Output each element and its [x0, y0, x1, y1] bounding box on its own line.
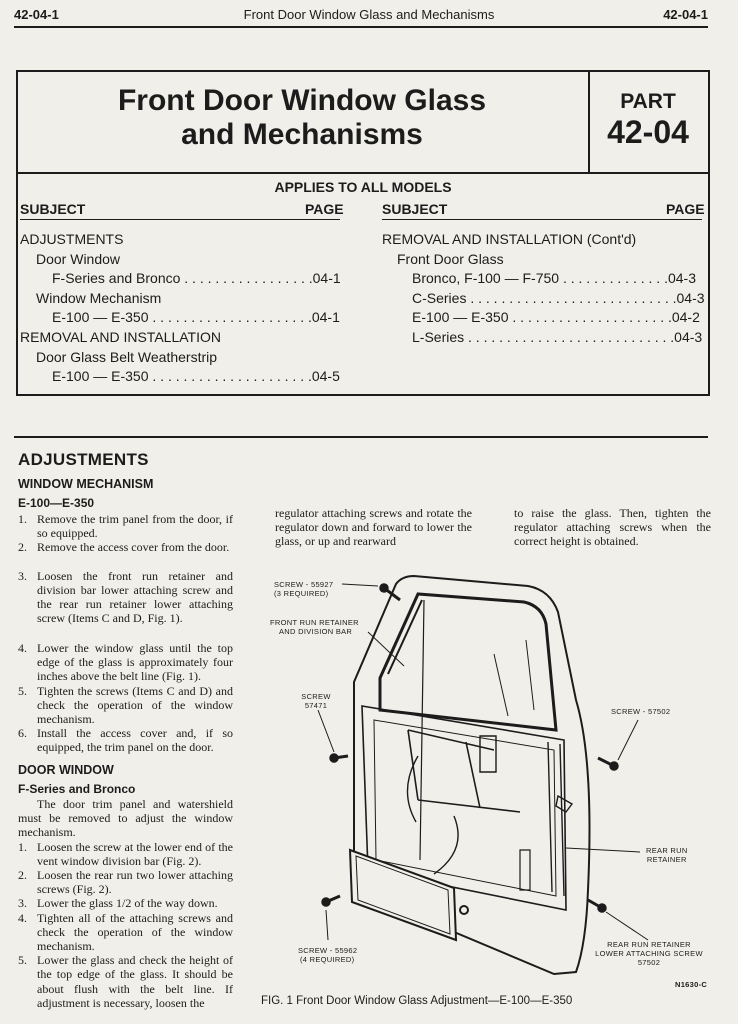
step-number: 4.	[18, 910, 27, 925]
part-number: 42-04	[607, 114, 689, 150]
step-item	[18, 840, 233, 868]
callout-line: RETAINER	[646, 855, 687, 864]
callout-line: SCREW	[301, 692, 331, 701]
toc-entry[interactable]: E-100 — E-350 . . . . . . . . . . . . . . . . . . . . .04-1	[52, 309, 340, 326]
applies-to-all-models: APPLIES TO ALL MODELS	[274, 179, 452, 195]
section-rule	[14, 436, 708, 438]
callout-screw-55962	[298, 946, 357, 964]
callout-line: AND DIVISION BAR	[279, 627, 353, 636]
callout-line: REAR RUN	[646, 846, 688, 855]
leader-line	[342, 584, 378, 586]
toc-header-rule-right	[382, 219, 702, 220]
step-number: 4.	[18, 641, 27, 655]
subsection-heading-door-window: DOOR WINDOW	[18, 763, 114, 777]
model-heading-f-series-bronco: F-Series and Bronco	[18, 782, 136, 796]
callout-screw-55927	[274, 580, 333, 598]
toc-page-header-left: PAGE	[305, 201, 344, 217]
window-frame	[380, 594, 556, 730]
toc-entry[interactable]: F-Series and Bronco . . . . . . . . . . . . . . . . .04-1	[52, 270, 341, 287]
front-run-channel	[420, 600, 424, 860]
toc-entry[interactable]: L-Series . . . . . . . . . . . . . . . . . . . . . . . . . . .04-3	[412, 329, 703, 345]
toc-entry[interactable]: E-100 — E-350 . . . . . . . . . . . . . . . . . . . . .04-2	[412, 309, 700, 326]
step-text: Install the access cover and, if so equipped, the trim panel on the door.	[37, 726, 233, 755]
leader-line	[618, 720, 638, 760]
glass-reflection	[494, 640, 534, 716]
page-title	[18, 84, 586, 152]
step-text: Lower the window glass until the top edge of the glass is approximately four inches above the belt line (Fig. 1).	[37, 641, 233, 684]
figure-caption: FIG. 1 Front Door Window Glass Adjustment—E-100—E-350	[261, 995, 573, 1007]
latch-box	[480, 736, 496, 772]
callout-line: (4 REQUIRED)	[300, 955, 355, 964]
screw-55962-icon	[322, 896, 340, 906]
toc-entry[interactable]: Bronco, F-100 — F-750 . . . . . . . . . . . . . .04-3	[412, 270, 696, 287]
inner-bracket	[520, 850, 530, 890]
page-title-line2: and Mechanisms	[181, 118, 423, 151]
step-text: Lower the glass and check the height of the top edge of the glass. It should be about flush with the belt line. If adjustment is necessary, loosen the	[37, 953, 233, 1010]
callout-rear-run-retainer	[646, 846, 688, 864]
column2-text: regulator attaching screws and rotate the regulator down and forward to lower the glass, or up and rearward	[275, 506, 472, 549]
leader-line	[566, 848, 640, 852]
header-rule	[14, 26, 708, 28]
callout-line: REAR RUN RETAINER	[607, 940, 691, 949]
step-number: 6.	[18, 726, 27, 741]
callout-front-run-retainer	[270, 618, 359, 636]
leader-line	[606, 912, 648, 940]
callout-line: SCREW - 55927	[274, 580, 334, 589]
callout-line: 57502	[637, 958, 661, 967]
step-item	[18, 726, 233, 754]
step-number: 3.	[18, 568, 27, 583]
step-text: Tighten all of the attaching screws and check the operation of the window mechanism.	[37, 910, 233, 953]
step-text: Loosen the screw at the lower end of the vent window division bar (Fig. 2).	[37, 839, 233, 868]
screw-57471-icon	[330, 754, 348, 762]
toc-entry[interactable]: Front Door Glass	[397, 250, 504, 267]
toc-subject-header-right: SUBJECT	[382, 201, 448, 217]
step-item	[18, 911, 233, 954]
step-item	[18, 684, 233, 727]
part-label: PART	[620, 90, 676, 113]
column3-text: to raise the glass. Then, tighten the regulator attaching screws when the correct height is obtained.	[514, 506, 711, 549]
running-header-title: Front Door Window Glass and Mechanisms	[243, 7, 495, 22]
step-number: 2.	[18, 540, 27, 555]
figure-code: N1630-C	[675, 980, 708, 989]
step-item	[18, 868, 233, 896]
step-number: 5.	[18, 953, 27, 968]
toc-entry[interactable]: E-100 — E-350 . . . . . . . . . . . . . . . . . . . . .04-5	[52, 368, 340, 385]
step-text: Tighten the screws (Items C and D) and check the operation of the window mechanism.	[37, 683, 233, 726]
callout-line: FRONT RUN RETAINER	[270, 618, 359, 627]
callout-rear-run-lower-screw	[588, 940, 710, 967]
section-heading-adjustments: ADJUSTMENTS	[18, 450, 149, 469]
access-cover	[350, 850, 456, 940]
leader-line	[326, 910, 328, 940]
step-item	[18, 953, 233, 1010]
toc-entry[interactable]: Door Glass Belt Weatherstrip	[36, 348, 218, 365]
step-item	[18, 896, 233, 910]
step-text: Remove the access cover from the door.	[37, 540, 230, 555]
step-number: 1.	[18, 839, 27, 854]
page-number-left: 42-04-1	[14, 7, 59, 22]
access-cover-clip	[460, 906, 468, 914]
door-window-intro: The door trim panel and watershield must be removed to adjust the window mechanism.	[18, 797, 233, 840]
toc-page-header-right: PAGE	[666, 201, 705, 217]
toc-entry[interactable]: Door Window	[36, 250, 121, 267]
callout-line: 57471	[304, 701, 328, 710]
page-title-line1: Front Door Window Glass	[117, 84, 487, 117]
screw-57502-lower-icon	[588, 900, 606, 912]
leader-line	[318, 710, 334, 752]
callout-line: SCREW - 55962	[298, 946, 358, 955]
step-item	[18, 540, 233, 554]
callout-line: (3 REQUIRED)	[274, 589, 329, 598]
toc-entry[interactable]: ADJUSTMENTS	[20, 231, 124, 247]
step-text: Loosen the front run retainer and division bar lower attaching screw and the rear run retainer lower attaching screw (Items C and D, Fig. 1).	[37, 568, 233, 626]
step-number: 3.	[18, 896, 27, 911]
step-number: 5.	[18, 683, 27, 698]
subsection-heading-window-mechanism: WINDOW MECHANISM	[18, 477, 154, 491]
step-text: Lower the glass 1/2 of the way down.	[37, 896, 218, 911]
step-text: Remove the trim panel from the door, if so equipped.	[37, 512, 233, 541]
step-text: Loosen the rear run two lower attaching screws (Fig. 2).	[37, 868, 233, 897]
division-bar	[388, 600, 422, 674]
callout-screw-57471	[301, 692, 331, 710]
step-item	[18, 512, 233, 540]
toc-entry[interactable]: REMOVAL AND INSTALLATION	[20, 329, 221, 345]
page-number-right: 42-04-1	[663, 7, 708, 22]
step-item	[18, 641, 233, 684]
toc-header-rule-left	[20, 219, 340, 220]
model-heading-e100-e350: E-100—E-350	[18, 496, 95, 510]
step-item	[18, 569, 233, 626]
screw-57502-upper-icon	[598, 758, 618, 770]
callout-screw-57502: SCREW - 57502	[611, 707, 671, 716]
regulator-arms	[408, 730, 520, 812]
callout-line: LOWER ATTACHING SCREW	[595, 949, 703, 958]
toc-subject-header-left: SUBJECT	[20, 201, 86, 217]
toc-entry[interactable]: REMOVAL AND INSTALLATION (Cont'd)	[382, 231, 637, 247]
toc-entry[interactable]: Window Mechanism	[36, 289, 162, 306]
step-number: 1.	[18, 512, 27, 526]
regulator-linkage	[407, 756, 458, 874]
toc-entry[interactable]: C-Series . . . . . . . . . . . . . . . . . . . . . . . . . . .04-3	[412, 289, 705, 306]
step-number: 2.	[18, 868, 27, 882]
